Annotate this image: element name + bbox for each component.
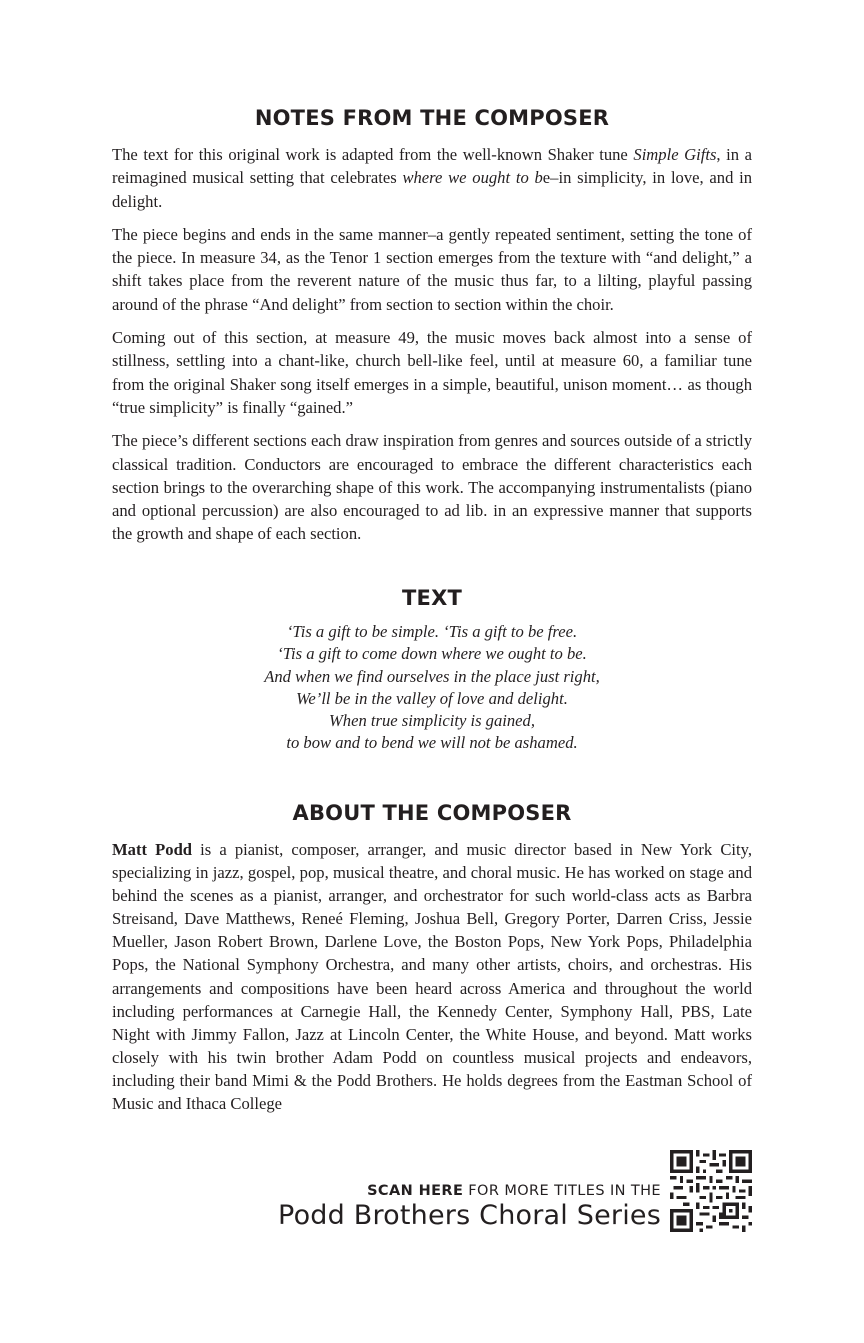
notes-p1-title: Simple Gifts: [633, 145, 717, 164]
lyric-line: And when we find ourselves in the place just right,: [264, 666, 600, 686]
scan-here-line: [278, 1183, 661, 1199]
lyric-line: ‘Tis a gift to come down where we ought to be.: [277, 644, 587, 664]
notes-body: [112, 143, 752, 556]
lyric-line: When true simplicity is gained,: [328, 711, 535, 731]
about-heading: ABOUT THE COMPOSER: [292, 801, 572, 825]
bio-paragraph: [112, 838, 752, 1115]
scan-here-label: SCAN HERE: [367, 1183, 464, 1199]
composer-bio: [112, 838, 752, 1115]
notes-paragraph-3: Coming out of this section, at measure 49, the music moves back almost into a sense of stillness, settling into a chant-like, church bell-like feel, until at measure 60, a familiar tune from the original Shaker song itself emerges in a simple, beautiful, unison moment… as though “true simplicity” is finally “gained.”: [112, 328, 752, 417]
qr-code-icon[interactable]: [670, 1150, 752, 1232]
notes-p1-text-a: The text for this original work is adapted from the well-known Shaker tune: [112, 145, 634, 164]
lyric-line: to bow and to bend we will not be ashamed.: [286, 733, 578, 753]
notes-p1-text-c: , in a reimagined musical setting that celebrates: [112, 145, 753, 188]
text-heading: TEXT: [402, 586, 462, 610]
notes-p1-italic: where we ought to b: [402, 168, 543, 188]
lyrics-block: [112, 621, 752, 755]
notes-p1-text-e: e–in simplicity, in love, and in delight.: [112, 168, 753, 211]
composer-name: Matt Podd: [112, 840, 193, 859]
lyric-line: We’ll be in the valley of love and delight.: [296, 688, 568, 708]
series-promo: [278, 1183, 661, 1231]
series-title: Podd Brothers Choral Series: [278, 1200, 661, 1231]
bio-text: is a pianist, composer, arranger, and music director based in New York City, specializing in jazz, gospel, pop, musical theatre, and choral music. He has worked on stage and behind the scenes as a pianist, arranger, and orchestrator for such world-class acts as Barbra Streisand, Dave Matthews, Reneé Fleming, Joshua Bell, Gregory Porter, Darren Criss, Jessie Mueller, Jason Robert Brown, Darlene Love, the Boston Pops, New York Pops, Philadelphia Pops, the National Symphony Orchestra, and many other artists, choirs, and orchestras. His arrangements and compositions have been heard across America and throughout the world including performances at Carnegie Hall, the Kennedy Center, Symphony Hall, PBS, Late Night with Jimmy Fallon, Jazz at Lincoln Center, the White House, and beyond. Matt works closely with his twin brother Adam Podd on countless musical projects and endeavors, including their band Mimi & the Podd Brothers. He holds degrees from the Eastman School of Music and Ithaca College: [112, 840, 752, 1114]
notes-heading: NOTES FROM THE COMPOSER: [254, 106, 610, 130]
notes-paragraph-1: [112, 143, 752, 213]
notes-paragraph-4: The piece’s different sections each draw inspiration from genres and sources outside of a strictly classical tradition. Conductors are encouraged to embrace the different characteristics each section brings to the overarching shape of this work. The accompanying instrumentalists (piano and optional percussion) are also encouraged to ad lib. in an expressive manner that supports the growth and shape of each section.: [112, 431, 752, 544]
notes-paragraph-2: The piece begins and ends in the same manner–a gently repeated sentiment, setting the tone of the piece. In measure 34, as the Tenor 1 section emerges from the texture with “and delight,” a shift takes place from the reverent nature of the music thus far, to a lilting, playful passing around of the phrase “And delight” from section to section within the choir.: [112, 224, 752, 314]
scan-here-rest: FOR MORE TITLES IN THE: [463, 1183, 661, 1199]
lyric-line: ‘Tis a gift to be simple. ‘Tis a gift to be free.: [286, 622, 578, 641]
